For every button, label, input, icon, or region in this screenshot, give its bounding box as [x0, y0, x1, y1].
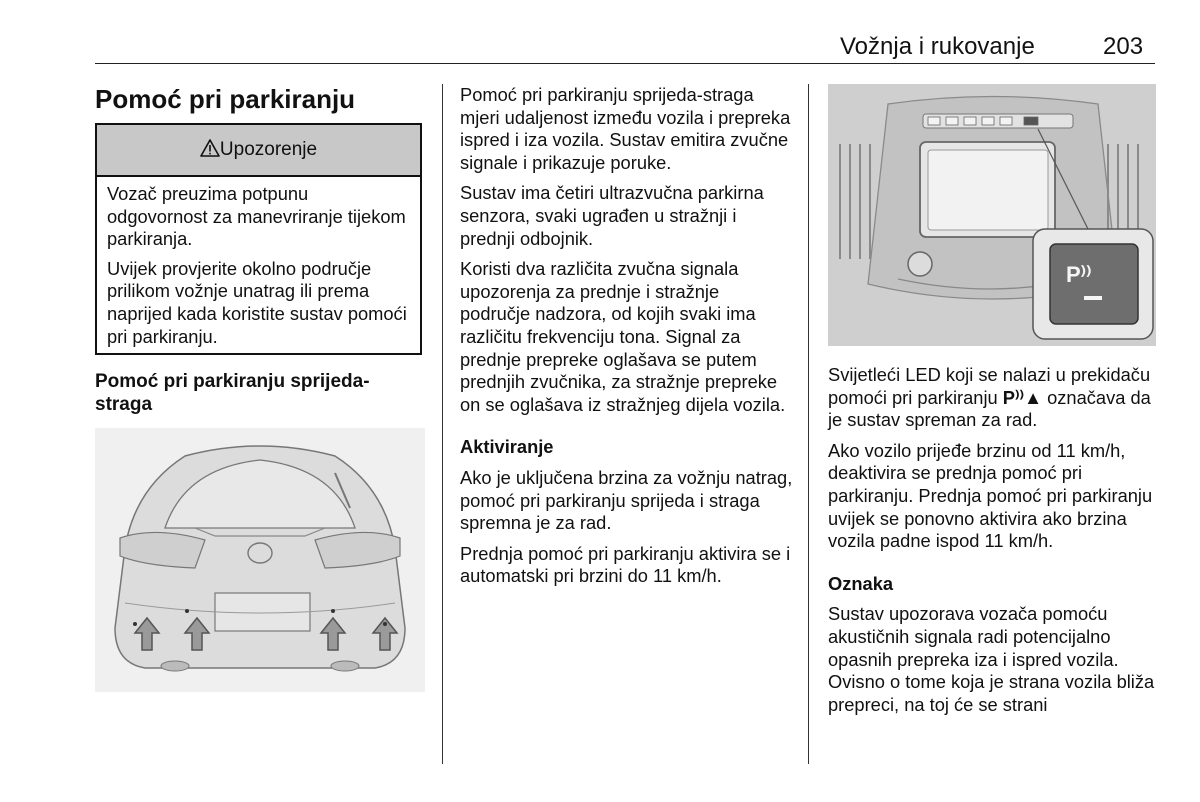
section-title: Vožnja i rukovanje [840, 33, 1035, 60]
heading-activation: Aktiviranje [460, 436, 554, 458]
subheading: Pomoć pri parkiranju sprijeda-straga [95, 371, 370, 415]
middle-column [460, 84, 794, 596]
car-rear-sensors-illustration [95, 428, 425, 692]
paragraph-activation: Ako je uključena brzina za vožnju natrag, pomoć pri parkiranju sprijeda i straga spremna je za rad. [460, 466, 793, 534]
paragraph-speed: Ako vozilo prijeđe brzinu od 11 km/h, deaktivira se prednja pomoć pri parkiranju. Prednja pomoć pri parkiranju uvijek se ponovno aktivira ako brzina vozila padne ispod 11 km/h. [828, 439, 1153, 552]
header-rule [95, 63, 1155, 64]
right-column [828, 364, 1158, 724]
dashboard-park-assist-button-illustration [828, 84, 1156, 346]
page-heading: Pomoć pri parkiranju [95, 84, 356, 114]
warning-header [97, 125, 420, 177]
warning-box [95, 123, 422, 355]
park-assist-symbol: P⁾⁾▲ [1002, 386, 1043, 408]
paragraph-sensors: Sustav ima četiri ultrazvučna parkirna senzora, svaki ugrađen u stražnji i prednji odbojnik. [460, 182, 764, 249]
column-divider-right [808, 84, 809, 764]
paragraph-auto-activation: Prednja pomoć pri parkiranju aktivira se i automatski pri brzini do 11 km/h. [460, 542, 791, 587]
paragraph-indication: Sustav upozorava vozača pomoću akustičnih signala radi potencijalno opasnih prepreka iza i ispred vozila. Ovisno o tome koja je strana vozila bliža prepreci, na toj će se strani [828, 603, 1155, 715]
button-symbol: P⁾⁾ [1066, 262, 1092, 287]
warning-text-1: Vozač preuzima potpunu odgovornost za manevriranje tijekom parkiranja. [107, 183, 406, 250]
paragraph-signals: Koristi dva različita zvučna signala upozorenja za prednje i stražnje područje nadzora, od kojih svaki ima različitu frekvenciju tona. Signal za prednje prepreke oglašava se putem prednjih zvučnika, za stražnje prepreke on se oglašava iz stražnjeg dijela vozila. [460, 258, 786, 415]
column-divider-left [442, 84, 443, 764]
warning-text-2: Uvijek provjerite okolno područje prilikom vožnje unatrag ili prema naprijed kada koristite sustav pomoći pri parkiranju. [107, 257, 407, 347]
page-number: 203 [1103, 33, 1144, 60]
warning-triangle-icon [200, 139, 220, 157]
heading-indication: Oznaka [828, 572, 894, 594]
paragraph-intro: Pomoć pri parkiranju sprijeda-straga mjeri udaljenost između vozila i prepreka ispred i iza vozila. Sustav emitira zvučne signale i prikazuje poruke. [460, 84, 791, 173]
warning-title: Upozorenje [219, 139, 318, 160]
paragraph-led: Svijetleći LED koji se nalazi u prekidaču pomoći pri parkiranju P⁾⁾▲ označava da je sustav spreman za rad. [828, 364, 1151, 431]
